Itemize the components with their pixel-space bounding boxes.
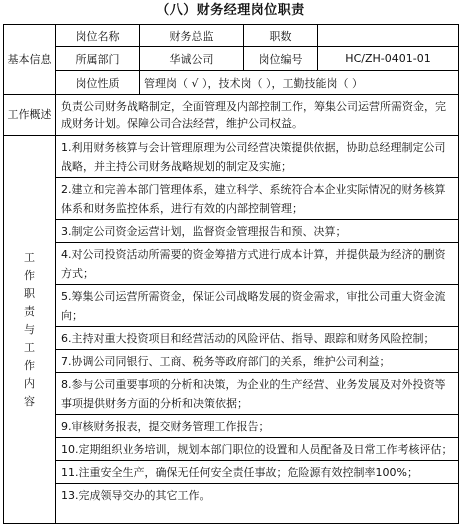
duty-item: 7.协调公司同银行、工商、税务等政府部门的关系，维护公司利益； bbox=[56, 350, 458, 373]
duty-item: 8.参与公司重要事项的分析和决策，为企业的生产经营、业务发展及对外投资等事项提供财务方面的分析和决策依据； bbox=[56, 373, 458, 415]
document-title: （八）财务经理岗位职责 bbox=[156, 3, 305, 18]
department-value: 华诚公司 bbox=[140, 47, 244, 71]
duty-item: 3.制定公司资金运营计划，监督资金管理报告和预、决算； bbox=[56, 220, 458, 243]
duties-label-char: 责 bbox=[24, 304, 35, 318]
duties-label-char: 作 bbox=[24, 268, 35, 282]
duty-item: 10.定期组织业务培训，规划本部门职位的设置和人员配备及日常工作考核评估； bbox=[56, 438, 458, 461]
duty-item: 2.建立和完善本部门管理体系，建立科学、系统符合本企业实际情况的财务核算体系和财务监控体系，进行有效的内部控制管理； bbox=[56, 178, 458, 220]
job-description-table bbox=[3, 24, 459, 524]
duties-label-char: 作 bbox=[24, 358, 35, 372]
duty-item: 13.完成领导交办的其它工作。 bbox=[61, 489, 211, 502]
position-name-label: 岗位名称 bbox=[56, 25, 140, 47]
department-label: 所属部门 bbox=[56, 47, 140, 71]
duty-item: 11.注重安全生产，确保无任何安全责任事故；危险源有效控制率100%； bbox=[56, 461, 458, 484]
duties-label-char: 工 bbox=[24, 250, 35, 264]
duty-item: 4.对公司投资活动所需要的资金筹措方式进行成本计算，并提供最为经济的删资方式； bbox=[56, 243, 458, 285]
duties-label bbox=[4, 136, 56, 524]
overview-text: 负责公司财务战略制定，全面管理及内部控制工作，筹集公司运营所需资金，完成财务计划。保障公司合法经营，维护公司权益。 bbox=[56, 95, 459, 136]
duties-label-char: 容 bbox=[24, 394, 35, 408]
nature-value: 管理岗（ √ ），技术岗（ ），工勤技能岗（ ） bbox=[140, 71, 459, 95]
nature-label: 岗位性质 bbox=[56, 71, 140, 95]
duty-item: 5.筹集公司运营所需资金，保证公司战略发展的资金需求，审批公司重大资金流向； bbox=[56, 285, 458, 327]
basic-info-label: 基本信息 bbox=[4, 25, 56, 95]
duty-item: 9.审核财务报表，提交财务管理工作报告； bbox=[56, 415, 458, 438]
grade-label: 职数 bbox=[244, 25, 318, 47]
duty-item: 6.主持对重大投资项目和经营活动的风险评估、指导、跟踪和财务风险控制； bbox=[56, 327, 458, 350]
code-value: HC/ZH-0401-01 bbox=[318, 47, 459, 71]
duties-label-char: 与 bbox=[24, 322, 35, 336]
duties-label-char: 职 bbox=[24, 286, 35, 300]
duty-item: 1.利用财务核算与会计管理原理为公司经营决策提供依据，协助总经理制定公司战略，并主持公司财务战略规划的制定及实施； bbox=[56, 136, 458, 178]
duties-label-char: 工 bbox=[24, 340, 35, 354]
duties-label-char: 内 bbox=[24, 376, 35, 390]
duties-label-text bbox=[4, 249, 55, 411]
code-label: 岗位编号 bbox=[244, 47, 318, 71]
overview-label: 工作概述 bbox=[4, 95, 56, 136]
duties-list bbox=[56, 136, 459, 524]
grade-value bbox=[318, 25, 459, 47]
position-name-value: 财务总监 bbox=[140, 25, 244, 47]
